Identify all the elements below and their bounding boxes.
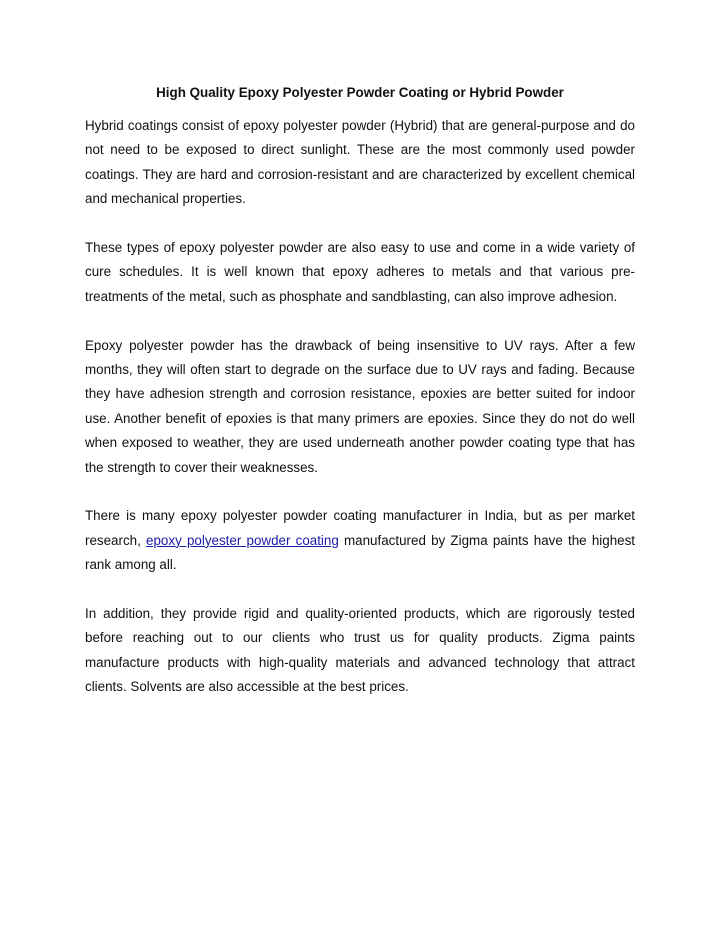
epoxy-polyester-powder-coating-link[interactable]: epoxy polyester powder coating: [146, 532, 339, 548]
paragraph-cure-schedules: These types of epoxy polyester powder are also easy to use and come in a wide variety of cure schedules. It is well known that epoxy adheres to metals and that various pre-treatments of the metal, such as phosphate and sandblasting, can also improve adhesion.: [85, 240, 635, 304]
paragraph-hybrid-coatings: Hybrid coatings consist of epoxy polyester powder (Hybrid) that are general-purpose and do not need to be exposed to direct sunlight. These are the most commonly used powder coatings. They are hard and corrosion-resistant and are characterized by excellent chemical and mechanical properties.: [85, 118, 635, 207]
paragraph-uv-drawback: Epoxy polyester powder has the drawback of being insensitive to UV rays. After a few months, they will often start to degrade on the surface due to UV rays and fading. Because they have adhesion strength and corrosion resistance, epoxies are better suited for indoor use. Another benefit of epoxies is that many primers are epoxies. Since they do not do well when exposed to weather, they are used underneath another powder coating type that has the strength to cover their weaknesses.: [85, 337, 635, 475]
paragraph-manufacturer-text-after: manufactured by Zigma paints have the highest rank among all.: [85, 532, 636, 573]
document-page: [85, 84, 635, 724]
paragraph-quality-products: In addition, they provide rigid and quality-oriented products, which are rigorously tested before reaching out to our clients who trust us for quality products. Zigma paints manufacture products with high-quality materials and advanced technology that attract clients. Solvents are also accessible at the best prices.: [85, 606, 635, 695]
paragraph-manufacturer-text-before: There is many epoxy polyester powder coating manufacturer in India, but as per market research,: [85, 508, 635, 548]
document-title: High Quality Epoxy Polyester Powder Coating or Hybrid Powder: [156, 85, 564, 100]
paragraph-manufacturer: [85, 504, 635, 577]
